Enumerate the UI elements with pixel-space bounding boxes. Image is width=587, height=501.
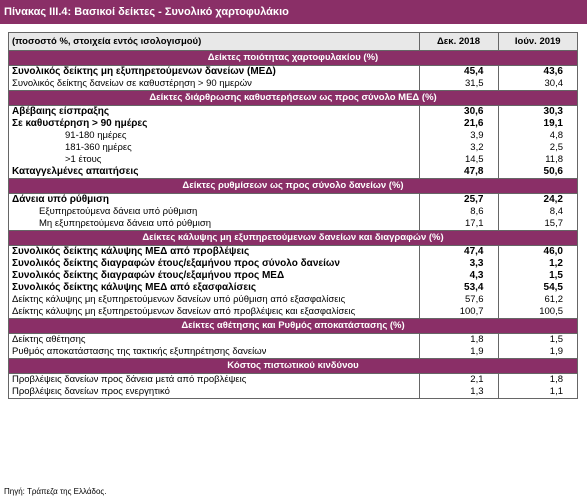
- value-jun-2019: 50,6: [498, 166, 577, 179]
- value-jun-2019: 1,2: [498, 258, 577, 270]
- row-label: Συνολικός δείκτης διαγραφών έτους/εξαμήνου προς σύνολο δανείων: [12, 258, 340, 269]
- table-row: [9, 194, 577, 207]
- table-row: [9, 282, 577, 294]
- table-row: [9, 386, 577, 398]
- row-label: Συνολικός δείκτης κάλυψης ΜΕΔ από προβλέψεις: [12, 246, 250, 257]
- value-dec-2018: 1,9: [419, 346, 498, 359]
- value-jun-2019: 54,5: [498, 282, 577, 294]
- section-title: Δείκτες ποιότητας χαρτοφυλακίου (%): [9, 51, 577, 66]
- value-dec-2018: 47,4: [419, 246, 498, 259]
- table-row: [9, 374, 577, 387]
- section-header-row: [9, 231, 577, 246]
- row-label: Συνολικός δείκτης δανείων σε καθυστέρηση > 90 ημερών: [12, 78, 252, 89]
- value-jun-2019: 1,1: [498, 386, 577, 398]
- table-row: [9, 334, 577, 347]
- value-jun-2019: 19,1: [498, 118, 577, 130]
- table-row: [9, 66, 577, 79]
- value-dec-2018: 1,3: [419, 386, 498, 398]
- header-col-jun-2019: Ιούν. 2019: [498, 33, 577, 51]
- value-dec-2018: 4,3: [419, 270, 498, 282]
- value-jun-2019: 43,6: [498, 66, 577, 79]
- header-units-label: (ποσοστό %, στοιχεία εντός ισολογισμού): [9, 33, 419, 51]
- value-jun-2019: 8,4: [498, 206, 577, 218]
- value-dec-2018: 30,6: [419, 106, 498, 119]
- table-title: Πίνακας ΙΙΙ.4: Βασικοί δείκτες - Συνολικό χαρτοφυλάκιο: [0, 0, 587, 24]
- table-row: [9, 270, 577, 282]
- value-dec-2018: 3,3: [419, 258, 498, 270]
- row-label: 181-360 ημέρες: [65, 142, 132, 153]
- table-row: [9, 130, 577, 142]
- table-row: [9, 294, 577, 306]
- table-row: [9, 154, 577, 166]
- value-dec-2018: 47,8: [419, 166, 498, 179]
- value-dec-2018: 3,9: [419, 130, 498, 142]
- value-jun-2019: 1,9: [498, 346, 577, 359]
- value-dec-2018: 17,1: [419, 218, 498, 231]
- row-label: Δείκτης κάλυψης μη εξυπηρετούμενων δανείων από προβλέψεις και εξασφαλίσεις: [12, 306, 356, 317]
- table-row: [9, 218, 577, 231]
- value-dec-2018: 1,8: [419, 334, 498, 347]
- value-jun-2019: 1,5: [498, 334, 577, 347]
- table-header-row: [9, 33, 577, 51]
- value-jun-2019: 4,8: [498, 130, 577, 142]
- table-row: [9, 206, 577, 218]
- table-row: [9, 166, 577, 179]
- row-label: Συνολικός δείκτης διαγραφών έτους/εξαμήνου προς ΜΕΔ: [12, 270, 285, 281]
- row-label: Εξυπηρετούμενα δάνεια υπό ρύθμιση: [39, 206, 198, 217]
- section-header-row: [9, 359, 577, 374]
- value-dec-2018: 45,4: [419, 66, 498, 79]
- value-dec-2018: 31,5: [419, 78, 498, 91]
- section-header-row: [9, 91, 577, 106]
- table-row: [9, 306, 577, 319]
- row-label: Προβλέψεις δανείων προς ενεργητικό: [12, 386, 170, 397]
- row-label: Σε καθυστέρηση > 90 ημέρες: [12, 118, 148, 129]
- value-jun-2019: 1,8: [498, 374, 577, 387]
- table-row: [9, 142, 577, 154]
- value-jun-2019: 15,7: [498, 218, 577, 231]
- table-row: [9, 118, 577, 130]
- section-title: Δείκτες ρυθμίσεων ως προς σύνολο δανείων (%): [9, 179, 577, 194]
- row-label: Ρυθμός αποκατάστασης της τακτικής εξυπηρέτησης δανείων: [12, 346, 267, 357]
- value-dec-2018: 100,7: [419, 306, 498, 319]
- table-row: [9, 78, 577, 91]
- value-dec-2018: 14,5: [419, 154, 498, 166]
- value-jun-2019: 2,5: [498, 142, 577, 154]
- section-title: Δείκτες διάρθρωσης καθυστερήσεων ως προς σύνολο ΜΕΔ (%): [9, 91, 577, 106]
- value-dec-2018: 53,4: [419, 282, 498, 294]
- section-header-row: [9, 51, 577, 66]
- table-row: [9, 106, 577, 119]
- table-row: [9, 258, 577, 270]
- row-label: >1 έτους: [65, 154, 102, 165]
- section-title: Δείκτες αθέτησης και Ρυθμός αποκατάστασης (%): [9, 319, 577, 334]
- value-dec-2018: 8,6: [419, 206, 498, 218]
- indicators-table: [8, 32, 578, 399]
- value-jun-2019: 61,2: [498, 294, 577, 306]
- row-label: Συνολικός δείκτης κάλυψης ΜΕΔ από εξασφαλίσεις: [12, 282, 257, 293]
- header-col-dec-2018: Δεκ. 2018: [419, 33, 498, 51]
- section-header-row: [9, 179, 577, 194]
- row-label: Μη εξυπηρετούμενα δάνεια υπό ρύθμιση: [39, 218, 211, 229]
- value-dec-2018: 25,7: [419, 194, 498, 207]
- row-label: Συνολικός δείκτης μη εξυπηρετούμενων δανείων (ΜΕΔ): [12, 66, 276, 77]
- value-jun-2019: 100,5: [498, 306, 577, 319]
- row-label: Δείκτης αθέτησης: [12, 334, 86, 345]
- source-note: Πηγή: Τράπεζα της Ελλάδος.: [4, 487, 107, 496]
- section-header-row: [9, 319, 577, 334]
- row-label: 91-180 ημέρες: [65, 130, 127, 141]
- value-jun-2019: 1,5: [498, 270, 577, 282]
- value-jun-2019: 30,4: [498, 78, 577, 91]
- value-dec-2018: 21,6: [419, 118, 498, 130]
- value-dec-2018: 57,6: [419, 294, 498, 306]
- row-label: Αβέβαιης είσπραξης: [12, 106, 110, 117]
- table-row: [9, 346, 577, 359]
- value-jun-2019: 30,3: [498, 106, 577, 119]
- row-label: Καταγγελμένες απαιτήσεις: [12, 166, 139, 177]
- section-title: Δείκτες κάλυψης μη εξυπηρετούμενων δανείων και διαγραφών (%): [9, 231, 577, 246]
- table-row: [9, 246, 577, 259]
- value-jun-2019: 11,8: [498, 154, 577, 166]
- row-label: Προβλέψεις δανείων προς δάνεια μετά από προβλέψεις: [12, 374, 247, 385]
- value-dec-2018: 3,2: [419, 142, 498, 154]
- value-jun-2019: 46,0: [498, 246, 577, 259]
- row-label: Δείκτης κάλυψης μη εξυπηρετούμενων δανείων υπό ρύθμιση από εξασφαλίσεις: [12, 294, 346, 305]
- row-label: Δάνεια υπό ρύθμιση: [12, 194, 109, 205]
- section-title: Κόστος πιστωτικού κινδύνου: [9, 359, 577, 374]
- value-dec-2018: 2,1: [419, 374, 498, 387]
- value-jun-2019: 24,2: [498, 194, 577, 207]
